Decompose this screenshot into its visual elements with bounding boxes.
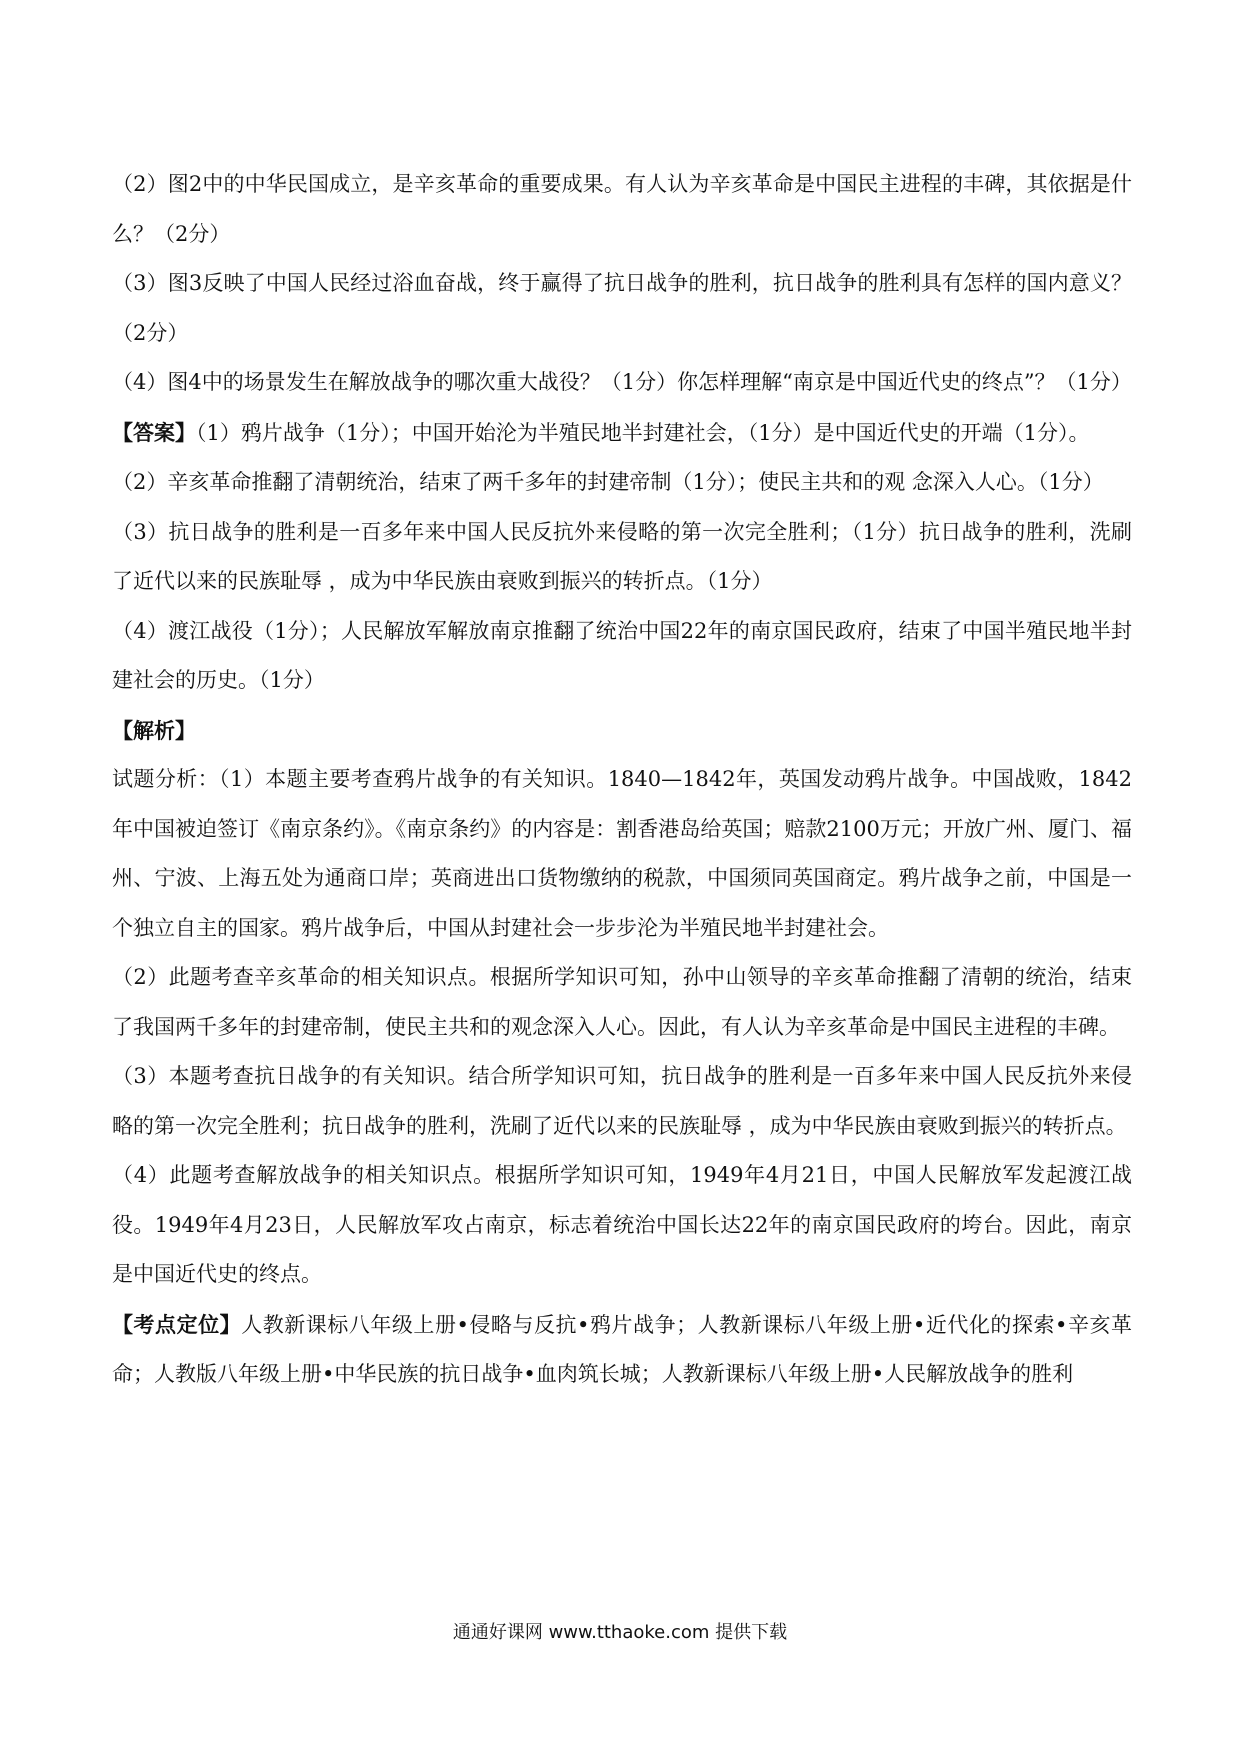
question-4: （4）图4中的场景发生在解放战争的哪次重大战役？（1分）你怎样理解“南京是中国近代史的终点”？（1分） [112,370,1132,394]
answer-1: （1）鸦片战争（1分）；中国开始沦为半殖民地半封建社会，（1分）是中国近代史的开端（1分）。 [196,420,1090,445]
analysis-3: （3）本题考查抗日战争的有关知识。结合所学知识可知，抗日战争的胜利是一百多年来中国人民反抗外来侵略的第一次完全胜利；抗日战争的胜利，洗刷了近代以来的民族耻辱 ，成为中华民族由衰败到振兴的转折点。 [112,1064,1132,1138]
answer-1-paragraph [112,408,1132,459]
analysis-1: 试题分析：（1）本题主要考查鸦片战争的有关知识。1840—1842年，英国发动鸦片战争。中国战败，1842年中国被迫签订《南京条约》。《南京条约》的内容是：割香港岛给英国；赔款2100万元；开放广州、厦门、福州、宁波、上海五处为通商口岸；英商进出口货物缴纳的税款，中国须同英国商定。鸦片战争之前，中国是一个独立自主的国家。鸦片战争后，中国从封建社会一步步沦为半殖民地半封建社会。 [112,767,1132,940]
kaodian-label: 【考点定位】 [112,1311,242,1337]
answer-2: （2）辛亥革命推翻了清朝统治，结束了两千多年的封建帝制（1分）；使民主共和的观 念深入人心。（1分） [112,470,1104,494]
analysis-label: 【解析】 [112,717,196,743]
kaodian-paragraph [112,1300,1132,1400]
document-content [112,160,1132,1400]
analysis-4: （4）此题考查解放战争的相关知识点。根据所学知识可知，1949年4月21日，中国人民解放军发起渡江战役。1949年4月23日，人民解放军攻占南京，标志着统治中国长达22年的南京国民政府的垮台。因此，南京是中国近代史的终点。 [112,1163,1132,1286]
page-footer: 通通好课网 www.tthaoke.com 提供下载 [452,1622,788,1643]
question-2: （2）图2中的中华民国成立，是辛亥革命的重要成果。有人认为辛亥革命是中国民主进程的丰碑，其依据是什么？（2分） [112,172,1132,246]
answer-label: 【答案】 [112,419,196,445]
answer-4: （4）渡江战役（1分）；人民解放军解放南京推翻了统治中国22年的南京国民政府，结束了中国半殖民地半封建社会的历史。（1分） [112,618,1132,692]
answer-3: （3）抗日战争的胜利是一百多年来中国人民反抗外来侵略的第一次完全胜利；（1分）抗日战争的胜利，洗刷了近代以来的民族耻辱 ，成为中华民族由衰败到振兴的转折点。（1分） [112,519,1132,593]
kaodian-text: 人教新课标八年级上册•侵略与反抗•鸦片战争；人教新课标八年级上册•近代化的探索•辛亥革命；人教版八年级上册•中华民族的抗日战争•血肉筑长城；人教新课标八年级上册•人民解放战争的胜利 [112,1312,1133,1386]
question-3: （3）图3反映了中国人民经过浴血奋战，终于赢得了抗日战争的胜利，抗日战争的胜利具有怎样的国内意义？（2分） [112,271,1132,345]
analysis-2: （2）此题考查辛亥革命的相关知识点。根据所学知识可知，孙中山领导的辛亥革命推翻了清朝的统治，结束了我国两千多年的封建帝制，使民主共和的观念深入人心。因此，有人认为辛亥革命是中国民主进程的丰碑。 [112,965,1132,1039]
